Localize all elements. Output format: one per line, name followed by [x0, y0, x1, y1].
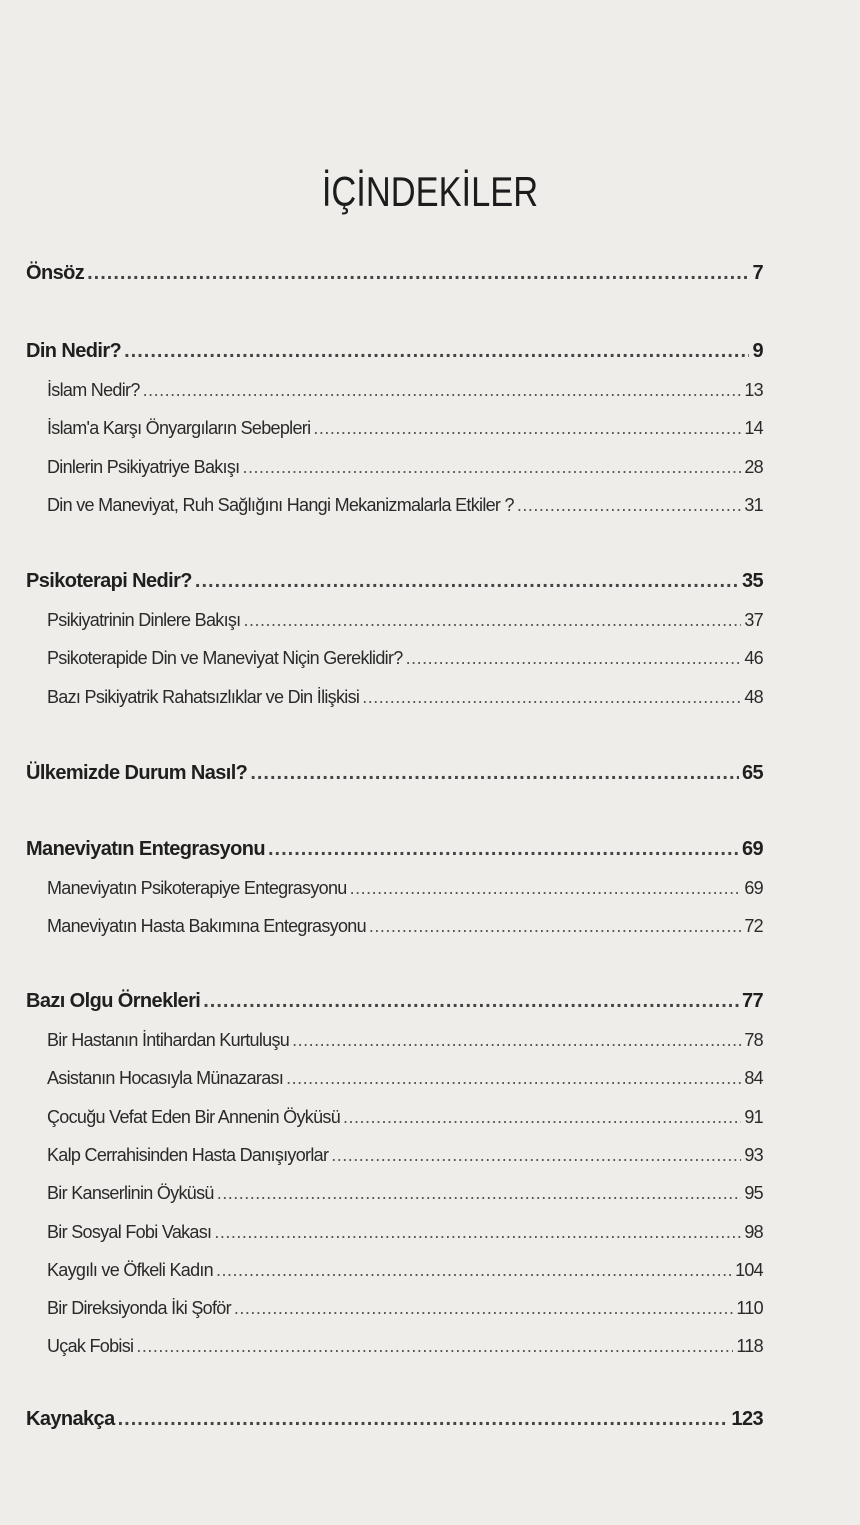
toc-subsection — [47, 1183, 763, 1204]
page-number: 31 — [744, 494, 763, 515]
page-title: İÇİNDEKİLER — [321, 168, 539, 215]
toc-subsection — [47, 418, 763, 439]
page-number: 110 — [736, 1298, 763, 1319]
dot-leader — [118, 1408, 729, 1431]
page-number: 72 — [744, 916, 763, 937]
entry-title: Maneviyatın Psikoterapiye Entegrasyonu — [47, 878, 347, 898]
toc-section — [26, 570, 763, 593]
toc-subsection — [47, 1068, 763, 1089]
toc-subsection — [47, 610, 763, 631]
dot-leader — [214, 1222, 741, 1243]
toc-section — [26, 1408, 763, 1431]
dot-leader — [203, 990, 739, 1013]
dot-leader — [243, 610, 741, 631]
toc-subsection — [47, 457, 763, 478]
entry-title: Kalp Cerrahisinden Hasta Danışıyorlar — [47, 1144, 329, 1165]
page-number: 77 — [741, 990, 763, 1012]
page-number: 48 — [744, 686, 763, 707]
entry-title: Bir Direksiyonda İki Şoför — [47, 1298, 231, 1319]
dot-leader — [87, 262, 749, 285]
dot-leader — [124, 340, 749, 363]
toc-subsection — [47, 1298, 763, 1319]
entry-title: Bazı Olgu Örnekleri — [26, 990, 201, 1012]
page-number: 98 — [744, 1221, 763, 1242]
entry-title: Bir Hastanın İntihardan Kurtuluşu — [47, 1030, 290, 1050]
entry-title: Çocuğu Vefat Eden Bir Annenin Öyküsü — [47, 1106, 341, 1127]
page-number: 28 — [744, 456, 763, 477]
page-number: 123 — [731, 1408, 763, 1430]
dot-leader — [343, 1107, 741, 1128]
entry-title: Asistanın Hocasıyla Münazarası — [47, 1068, 284, 1089]
dot-leader — [268, 838, 739, 861]
toc-section — [26, 262, 763, 285]
toc-subsection — [47, 1260, 763, 1281]
toc-subsection — [47, 1222, 763, 1243]
entry-title: Psikoterapi Nedir? — [26, 570, 192, 592]
toc-subsection — [47, 916, 763, 937]
page-number: 13 — [744, 380, 763, 400]
toc-subsection — [47, 380, 763, 401]
entry-title: Dinlerin Psikiyatriye Bakışı — [47, 456, 240, 477]
entry-title: Din Nedir? — [26, 340, 122, 362]
page-number: 84 — [744, 1068, 763, 1089]
entry-title: Din ve Maneviyat, Ruh Sağlığını Hangi Mekanizmalarla Etkiler ? — [47, 494, 514, 515]
dot-leader — [216, 1260, 732, 1281]
page-number: 9 — [752, 340, 763, 362]
page-number: 95 — [744, 1183, 763, 1204]
entry-title: Psikiyatrinin Dinlere Bakışı — [47, 610, 241, 630]
entry-title: Kaynakça — [26, 1408, 115, 1430]
toc-section — [26, 762, 763, 785]
dot-leader — [195, 570, 739, 593]
page-number: 118 — [736, 1336, 763, 1357]
dot-leader — [362, 687, 741, 708]
page-number: 35 — [741, 570, 763, 592]
entry-title: Maneviyatın Hasta Bakımına Entegrasyonu — [47, 916, 366, 937]
entry-title: Kaygılı ve Öfkeli Kadın — [47, 1259, 213, 1280]
toc-section — [26, 990, 763, 1013]
entry-title: Bazı Psikiyatrik Rahatsızlıklar ve Din İlişkisi — [47, 686, 360, 707]
dot-leader — [250, 762, 739, 785]
page-number: 69 — [741, 838, 763, 860]
page-number: 14 — [744, 418, 763, 439]
page-number: 7 — [752, 262, 763, 284]
dot-leader — [143, 380, 742, 401]
entry-title: Önsöz — [26, 262, 85, 284]
page-number: 65 — [741, 762, 763, 784]
page-number: 78 — [744, 1030, 763, 1050]
page-number: 104 — [735, 1259, 763, 1280]
page-number: 69 — [744, 878, 763, 898]
page-number: 91 — [744, 1106, 763, 1127]
dot-leader — [242, 457, 741, 478]
dot-leader — [517, 495, 742, 516]
toc-subsection — [47, 1107, 763, 1128]
dot-leader — [369, 916, 741, 937]
dot-leader — [234, 1298, 734, 1319]
dot-leader — [331, 1145, 741, 1166]
entry-title: Bir Kanserlinin Öyküsü — [47, 1183, 214, 1204]
dot-leader — [286, 1068, 741, 1089]
entry-title: Psikoterapide Din ve Maneviyat Niçin Gereklidir? — [47, 648, 403, 669]
toc-subsection — [47, 1030, 763, 1051]
toc-subsection — [47, 1336, 763, 1357]
dot-leader — [313, 418, 741, 439]
dot-leader — [350, 878, 742, 899]
entry-title: Ülkemizde Durum Nasıl? — [26, 762, 248, 784]
dot-leader — [217, 1183, 742, 1204]
toc-subsection — [47, 878, 763, 899]
entry-title: Maneviyatın Entegrasyonu — [26, 838, 265, 860]
entry-title: Bir Sosyal Fobi Vakası — [47, 1221, 212, 1242]
dot-leader — [406, 648, 742, 669]
page-number: 93 — [744, 1144, 763, 1165]
toc-section — [26, 838, 763, 861]
toc-subsection — [47, 648, 763, 669]
toc-subsection — [47, 687, 763, 708]
toc-section — [26, 340, 763, 363]
entry-title: İslam Nedir? — [47, 380, 140, 400]
dot-leader — [136, 1336, 733, 1357]
entry-title: İslam'a Karşı Önyargıların Sebepleri — [47, 418, 311, 439]
toc-subsection — [47, 1145, 763, 1166]
toc-subsection — [47, 495, 763, 516]
dot-leader — [292, 1030, 741, 1051]
page-number: 37 — [744, 610, 763, 630]
page-number: 46 — [744, 648, 763, 669]
entry-title: Uçak Fobisi — [47, 1336, 134, 1357]
